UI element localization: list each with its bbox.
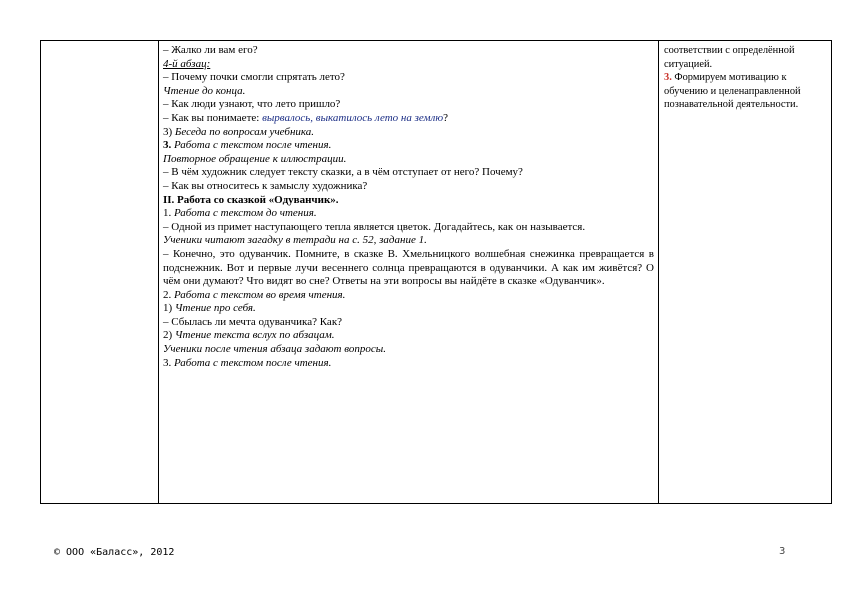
text-line: Ученики читают загадку в тетради на с. 52, задание 1. — [163, 234, 427, 247]
goal-text: Формируем мотивацию к обучению и целенаправленной познавательной деятельности. — [664, 72, 801, 111]
text-fragment: ? — [443, 111, 448, 124]
item-number: 2) — [163, 329, 175, 342]
text-line: – Жалко ли вам его? — [163, 44, 258, 56]
item-number: 3) — [163, 125, 175, 138]
text-line — [163, 207, 654, 221]
item-number: 1) — [163, 302, 175, 315]
table-column-stage — [41, 41, 159, 503]
item-title: Работа с текстом после чтения. — [174, 139, 332, 152]
text-fragment: – Как вы понимаете: — [163, 111, 263, 124]
text-line: 4-й абзац: — [163, 57, 211, 70]
text-line — [163, 112, 654, 126]
text-line — [163, 139, 654, 153]
section-heading: II. Работа со сказкой «Одуванчик». — [163, 193, 339, 206]
text-line — [163, 289, 654, 303]
text-line — [163, 357, 654, 371]
text-line: – Как люди узнают, что лето пришло? — [163, 98, 341, 111]
item-number: 1. — [163, 207, 174, 220]
text-line: – Сбылась ли мечта одуванчика? Как? — [163, 315, 343, 328]
text-line: Повторное обращение к иллюстрации. — [163, 152, 347, 165]
text-line: – Почему почки смогли спрятать лето? — [163, 71, 345, 84]
table-column-content — [159, 41, 659, 503]
item-number: 3. — [163, 139, 174, 152]
lesson-table — [40, 40, 832, 504]
goal-item — [664, 71, 827, 112]
text-line: Чтение до конца. — [163, 84, 246, 97]
text-line: – Конечно, это одуванчик. Помните, в сказке В. Хмельницкого волшебная снежинка превращается в подснежник. Вот и первые лучи весеннего солнца превращаются в одуванчики. А как им живётся? О чём они думают? Что видят во сне? Ответы на эти вопросы вы найдёте в сказке «Одуванчик». — [163, 247, 654, 288]
text-line — [163, 329, 654, 343]
item-title: Работа с текстом после чтения. — [174, 356, 332, 369]
text-line: – Одной из примет наступающего тепла является цветок. Догадайтесь, как он называется. — [163, 220, 586, 233]
item-title: Чтение про себя. — [174, 302, 256, 315]
footer-copyright: © ООО «Баласс», 2012 — [54, 547, 175, 558]
text-line: – Как вы относитесь к замыслу художника? — [163, 179, 368, 192]
table-column-goals — [659, 41, 831, 503]
item-number: 2. — [163, 288, 174, 301]
item-title: Работа с текстом до чтения. — [174, 207, 317, 220]
text-line: – В чём художник следует тексту сказки, а в чём отступает от него? Почему? — [163, 166, 523, 179]
text-line — [163, 302, 654, 316]
item-number: 3. — [163, 356, 174, 369]
goal-number: 3. — [664, 72, 672, 84]
item-title: Работа с текстом во время чтения. — [174, 288, 346, 301]
highlighted-phrase: вырвалось, выкатилось лето на землю — [262, 111, 444, 124]
item-title: Чтение текста вслух по абзацам. — [174, 329, 335, 342]
text-line: Ученики после чтения абзаца задают вопросы. — [163, 343, 386, 356]
item-title: Беседа по вопросам учебника. — [174, 125, 315, 138]
goal-text: соответствии с определённой ситуацией. — [664, 45, 795, 70]
page-number: 3 — [779, 546, 786, 557]
text-line — [163, 126, 654, 140]
